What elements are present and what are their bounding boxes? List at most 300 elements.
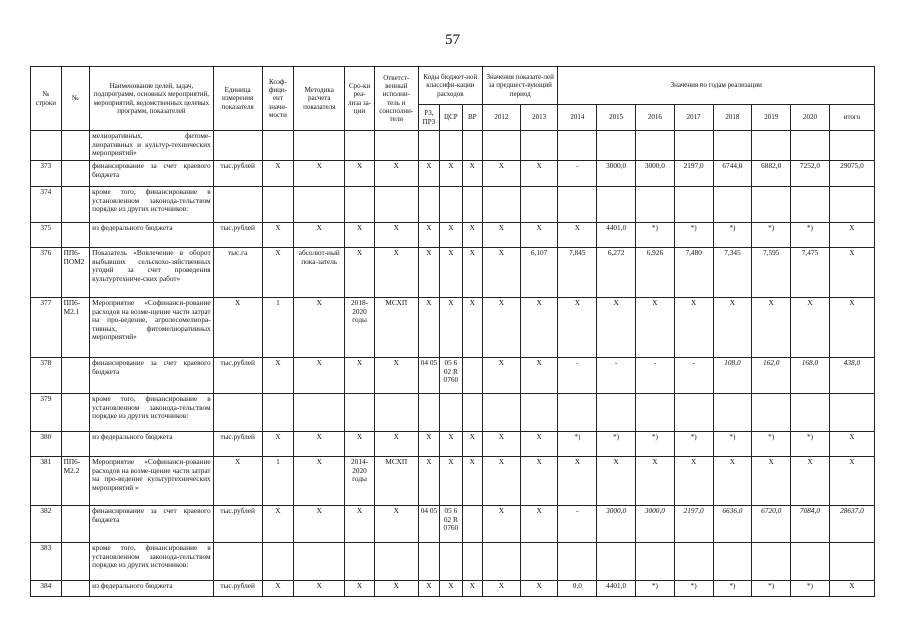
header-row-no: № строки xyxy=(31,67,62,131)
value-2012 xyxy=(482,543,520,581)
value-2016: 3000,0 xyxy=(636,161,675,187)
table-row xyxy=(31,543,875,581)
value-total: X xyxy=(829,581,874,597)
row-executor: X xyxy=(374,506,418,543)
row-number: 373 xyxy=(31,161,62,187)
value-2017: X xyxy=(674,457,713,506)
table-row xyxy=(31,457,875,506)
value-2012: X xyxy=(482,223,520,248)
value-2014 xyxy=(558,131,597,161)
row-vr: X xyxy=(462,161,482,187)
value-2015: 4401,0 xyxy=(597,581,636,597)
page-number: 57 xyxy=(445,32,460,48)
value-2016: 3000,0 xyxy=(636,506,675,543)
value-2017 xyxy=(674,394,713,432)
value-2020: X xyxy=(791,298,830,358)
row-executor: МСХП xyxy=(374,298,418,358)
value-2014: X xyxy=(558,298,597,358)
value-2015: X xyxy=(597,457,636,506)
value-2017 xyxy=(674,543,713,581)
table-row xyxy=(31,161,875,187)
value-2020 xyxy=(791,131,830,161)
row-number: 377 xyxy=(31,298,62,358)
header-2013: 2013 xyxy=(520,105,558,131)
value-2019: X xyxy=(752,298,791,358)
row-name: кроме того, финансирование в установленном законода-тельством порядке из других источников: xyxy=(90,543,213,581)
header-terms: Сро-ки реа-лиза за-ции xyxy=(345,67,375,131)
value-2016: X xyxy=(636,298,675,358)
value-2012: X xyxy=(482,432,520,457)
row-rz-prz: 04 05 xyxy=(418,358,439,394)
row-rz-prz: X xyxy=(418,223,439,248)
row-method: X xyxy=(294,358,345,394)
row-name: финансирование за счет краевого бюджета xyxy=(90,161,213,187)
value-2013: X xyxy=(520,223,558,248)
value-total xyxy=(829,394,874,432)
value-2014: - xyxy=(558,161,597,187)
row-vr: X xyxy=(462,581,482,597)
row-coef xyxy=(262,131,294,161)
value-2019 xyxy=(752,543,791,581)
row-csr: X xyxy=(440,161,462,187)
value-2018: 6744,0 xyxy=(713,161,752,187)
value-2018: 6636,0 xyxy=(713,506,752,543)
row-coef xyxy=(262,394,294,432)
row-executor: X xyxy=(374,432,418,457)
row-number: 382 xyxy=(31,506,62,543)
value-2018: 108,0 xyxy=(713,358,752,394)
header-budget-codes: Коды бюджет-ной классифи-кации расходов xyxy=(418,67,482,105)
header-rz-prz: РЗ, ПРЗ xyxy=(418,105,439,131)
value-2019: 162,0 xyxy=(752,358,791,394)
value-2014 xyxy=(558,394,597,432)
row-vr xyxy=(462,358,482,394)
row-code: ПП6-ПОМ2 xyxy=(61,248,90,298)
row-number: 379 xyxy=(31,394,62,432)
row-terms: X xyxy=(345,432,375,457)
value-2012: X xyxy=(482,581,520,597)
row-coef: X xyxy=(262,581,294,597)
value-2016: - xyxy=(636,358,675,394)
table-row xyxy=(31,394,875,432)
row-csr: X xyxy=(440,581,462,597)
row-csr xyxy=(440,187,462,223)
value-2017: *) xyxy=(674,432,713,457)
header-2014: 2014 xyxy=(558,105,597,131)
row-executor xyxy=(374,131,418,161)
row-rz-prz xyxy=(418,543,439,581)
value-2019: *) xyxy=(752,432,791,457)
row-vr: X xyxy=(462,298,482,358)
value-2019: 7,595 xyxy=(752,248,791,298)
value-2013: X xyxy=(520,506,558,543)
row-executor xyxy=(374,394,418,432)
row-executor: X xyxy=(374,248,418,298)
table-row xyxy=(31,581,875,597)
row-vr xyxy=(462,187,482,223)
value-2017: 2197,0 xyxy=(674,506,713,543)
table-row xyxy=(31,432,875,457)
row-code xyxy=(61,394,90,432)
table-row xyxy=(31,298,875,358)
value-2019: 6720,0 xyxy=(752,506,791,543)
row-terms: X xyxy=(345,248,375,298)
row-code xyxy=(61,187,90,223)
value-2015 xyxy=(597,187,636,223)
value-2013: X xyxy=(520,581,558,597)
value-2015: 3000,0 xyxy=(597,506,636,543)
value-2018 xyxy=(713,394,752,432)
row-name: финансирование за счет краевого бюджета xyxy=(90,506,213,543)
value-2018 xyxy=(713,187,752,223)
row-executor xyxy=(374,543,418,581)
value-2014: 7,845 xyxy=(558,248,597,298)
value-total xyxy=(829,543,874,581)
row-method xyxy=(294,543,345,581)
value-2016: *) xyxy=(636,581,675,597)
value-2020 xyxy=(791,543,830,581)
row-unit: тыс.рублей xyxy=(213,506,262,543)
value-total: X xyxy=(829,298,874,358)
row-csr: X xyxy=(440,223,462,248)
table-row xyxy=(31,187,875,223)
row-csr: 05 6 02 R 0760 xyxy=(440,358,462,394)
row-rz-prz: X xyxy=(418,432,439,457)
row-coef xyxy=(262,543,294,581)
header-coef: Коэф-фици-ент значи-мости xyxy=(262,67,294,131)
value-2016 xyxy=(636,394,675,432)
row-unit xyxy=(213,187,262,223)
value-2016 xyxy=(636,543,675,581)
value-2018 xyxy=(713,131,752,161)
row-code xyxy=(61,161,90,187)
row-number xyxy=(31,131,62,161)
value-2015: X xyxy=(597,298,636,358)
header-method: Методика расчета показателя xyxy=(294,67,345,131)
header-csr: ЦСР xyxy=(440,105,462,131)
value-2013 xyxy=(520,131,558,161)
row-method xyxy=(294,394,345,432)
row-vr: X xyxy=(462,223,482,248)
value-2012 xyxy=(482,187,520,223)
table-row xyxy=(31,506,875,543)
row-vr xyxy=(462,131,482,161)
table-body xyxy=(31,131,875,597)
value-total: X xyxy=(829,248,874,298)
header-2017: 2017 xyxy=(674,105,713,131)
value-2016 xyxy=(636,187,675,223)
row-terms xyxy=(345,543,375,581)
value-2020: *) xyxy=(791,223,830,248)
header-2020: 2020 xyxy=(791,105,830,131)
value-2013: X xyxy=(520,432,558,457)
row-code xyxy=(61,506,90,543)
row-unit xyxy=(213,394,262,432)
row-method: X xyxy=(294,432,345,457)
value-2020: *) xyxy=(791,581,830,597)
row-terms: X xyxy=(345,581,375,597)
header-years-title: Значения по годам реализации xyxy=(558,67,875,105)
row-csr: X xyxy=(440,432,462,457)
row-executor: МСХП xyxy=(374,457,418,506)
row-rz-prz: X xyxy=(418,161,439,187)
value-2015 xyxy=(597,131,636,161)
row-unit: тыс.рублей xyxy=(213,581,262,597)
row-name: из федерального бюджета xyxy=(90,581,213,597)
row-vr: X xyxy=(462,248,482,298)
row-coef: X xyxy=(262,223,294,248)
value-2018: *) xyxy=(713,223,752,248)
row-name: финансирование за счет краевого бюджета xyxy=(90,358,213,394)
row-rz-prz: 04 05 xyxy=(418,506,439,543)
row-rz-prz: X xyxy=(418,581,439,597)
row-unit: тыс.рублей xyxy=(213,161,262,187)
row-executor xyxy=(374,187,418,223)
row-number: 383 xyxy=(31,543,62,581)
value-2014: - xyxy=(558,358,597,394)
value-2014: - xyxy=(558,506,597,543)
value-2018 xyxy=(713,543,752,581)
value-2017: 7,480 xyxy=(674,248,713,298)
row-number: 380 xyxy=(31,432,62,457)
row-number: 378 xyxy=(31,358,62,394)
header-total: итого xyxy=(829,105,874,131)
row-number: 381 xyxy=(31,457,62,506)
row-method xyxy=(294,187,345,223)
value-2015 xyxy=(597,543,636,581)
row-vr xyxy=(462,506,482,543)
row-terms xyxy=(345,394,375,432)
value-2012: X xyxy=(482,248,520,298)
row-coef: X xyxy=(262,432,294,457)
row-rz-prz: X xyxy=(418,248,439,298)
value-2013: 6,107 xyxy=(520,248,558,298)
header-vr: ВР xyxy=(462,105,482,131)
header-code-no: № xyxy=(61,67,90,131)
row-csr: X xyxy=(440,298,462,358)
row-executor: X xyxy=(374,223,418,248)
value-2019: *) xyxy=(752,581,791,597)
row-code: ПП6-М2.1 xyxy=(61,298,90,358)
value-total xyxy=(829,131,874,161)
row-unit xyxy=(213,131,262,161)
row-name: Мероприятие «Софинанси-рование расходов на возме-щение части затрат на про-ведение, агролесомелиора-тивных, фитомелиоративных мероприятий» xyxy=(90,298,213,358)
value-2018: 7,345 xyxy=(713,248,752,298)
value-2018: X xyxy=(713,298,752,358)
row-method: X xyxy=(294,506,345,543)
row-executor: X xyxy=(374,581,418,597)
value-2012: X xyxy=(482,161,520,187)
value-total: 438,0 xyxy=(829,358,874,394)
row-name: Показатель «Вовлечение в оборот выбывших сельскохо-зяйственных угодий за счет проведения культуртехниче-ских работ» xyxy=(90,248,213,298)
row-name: кроме того, финансирование в установленном законода-тельством порядке из других источников: xyxy=(90,187,213,223)
value-2012: X xyxy=(482,457,520,506)
value-2016: *) xyxy=(636,223,675,248)
row-code xyxy=(61,131,90,161)
value-2014: *) xyxy=(558,432,597,457)
value-2015: 6,272 xyxy=(597,248,636,298)
row-rz-prz xyxy=(418,394,439,432)
value-2017: 2197,0 xyxy=(674,161,713,187)
value-2014: X xyxy=(558,457,597,506)
table-row xyxy=(31,248,875,298)
row-vr xyxy=(462,394,482,432)
row-method: абсолют-ный пока-затель xyxy=(294,248,345,298)
value-2014 xyxy=(558,187,597,223)
value-2012 xyxy=(482,131,520,161)
row-number: 375 xyxy=(31,223,62,248)
value-2015 xyxy=(597,394,636,432)
value-2016: *) xyxy=(636,432,675,457)
row-method: X xyxy=(294,298,345,358)
value-2013: X xyxy=(520,298,558,358)
value-2017: - xyxy=(674,358,713,394)
value-2013 xyxy=(520,187,558,223)
value-2019: X xyxy=(752,457,791,506)
row-unit: тыс.рублей xyxy=(213,223,262,248)
value-2015: 4401,0 xyxy=(597,223,636,248)
row-terms xyxy=(345,187,375,223)
header-2015: 2015 xyxy=(597,105,636,131)
value-2019: *) xyxy=(752,223,791,248)
value-2012: X xyxy=(482,298,520,358)
value-2017: *) xyxy=(674,223,713,248)
value-2012 xyxy=(482,394,520,432)
row-name: кроме того, финансирование в установленном законода-тельством порядке из других источников: xyxy=(90,394,213,432)
row-executor: X xyxy=(374,161,418,187)
row-rz-prz xyxy=(418,187,439,223)
row-coef: 1 xyxy=(262,298,294,358)
row-csr xyxy=(440,543,462,581)
value-2013 xyxy=(520,543,558,581)
row-terms: X xyxy=(345,506,375,543)
row-name: Мероприятие «Софинанси-рование расходов на возме-щение части затрат на про-ведение культуртехнических мероприятий » xyxy=(90,457,213,506)
value-2015: *) xyxy=(597,432,636,457)
row-method xyxy=(294,131,345,161)
row-method: X xyxy=(294,223,345,248)
row-csr xyxy=(440,394,462,432)
row-method: X xyxy=(294,457,345,506)
value-2017: X xyxy=(674,298,713,358)
value-total: X xyxy=(829,457,874,506)
row-coef: X xyxy=(262,358,294,394)
row-method: X xyxy=(294,581,345,597)
row-unit: X xyxy=(213,298,262,358)
value-2018: X xyxy=(713,457,752,506)
row-name: мелиоративных, фитоме-лиоративных и культур-технических мероприятий» xyxy=(90,131,213,161)
row-code xyxy=(61,581,90,597)
row-terms: X xyxy=(345,358,375,394)
row-coef: X xyxy=(262,248,294,298)
value-2020 xyxy=(791,394,830,432)
header-executor: Ответст-венный исполни-тель и соисполни-тели xyxy=(374,67,418,131)
value-2020: 7252,0 xyxy=(791,161,830,187)
row-unit: тыс.га xyxy=(213,248,262,298)
row-coef: X xyxy=(262,506,294,543)
row-method: X xyxy=(294,161,345,187)
row-number: 374 xyxy=(31,187,62,223)
value-total: 28637,0 xyxy=(829,506,874,543)
value-2018: *) xyxy=(713,581,752,597)
row-name: из федерального бюджета xyxy=(90,432,213,457)
header-2012: 2012 xyxy=(482,105,520,131)
value-2019: 6882,0 xyxy=(752,161,791,187)
row-csr: X xyxy=(440,457,462,506)
row-terms xyxy=(345,131,375,161)
row-vr: X xyxy=(462,432,482,457)
value-2013: X xyxy=(520,457,558,506)
header-prev-period: Значения показате-лей за предшест-вующий период xyxy=(482,67,558,105)
row-coef: X xyxy=(262,161,294,187)
value-2020: 168,0 xyxy=(791,358,830,394)
row-name: из федерального бюджета xyxy=(90,223,213,248)
table-row xyxy=(31,131,875,161)
value-2016: 6,926 xyxy=(636,248,675,298)
value-2020: *) xyxy=(791,432,830,457)
value-2019 xyxy=(752,394,791,432)
value-2019 xyxy=(752,131,791,161)
row-coef xyxy=(262,187,294,223)
row-csr xyxy=(440,131,462,161)
row-vr xyxy=(462,543,482,581)
table-row xyxy=(31,358,875,394)
value-2019 xyxy=(752,187,791,223)
value-2017 xyxy=(674,187,713,223)
row-unit: тыс.рублей xyxy=(213,358,262,394)
row-code xyxy=(61,358,90,394)
value-2016: X xyxy=(636,457,675,506)
row-csr: 05 6 02 R 0760 xyxy=(440,506,462,543)
value-2013: X xyxy=(520,161,558,187)
row-number: 384 xyxy=(31,581,62,597)
value-total: X xyxy=(829,432,874,457)
row-rz-prz xyxy=(418,131,439,161)
value-2013 xyxy=(520,394,558,432)
value-2015: 3000,0 xyxy=(597,161,636,187)
value-2020: X xyxy=(791,457,830,506)
row-terms: 2018-2020 годы xyxy=(345,298,375,358)
row-code: ПП6-М2.2 xyxy=(61,457,90,506)
row-csr: X xyxy=(440,248,462,298)
row-terms: X xyxy=(345,161,375,187)
value-2016 xyxy=(636,131,675,161)
value-2018: *) xyxy=(713,432,752,457)
row-code xyxy=(61,543,90,581)
row-terms: 2014-2020 годы xyxy=(345,457,375,506)
header-2019: 2019 xyxy=(752,105,791,131)
table-row xyxy=(31,223,875,248)
row-executor: X xyxy=(374,358,418,394)
row-terms: X xyxy=(345,223,375,248)
row-unit: X xyxy=(213,457,262,506)
row-rz-prz: X xyxy=(418,457,439,506)
value-total xyxy=(829,187,874,223)
value-2020: 7,475 xyxy=(791,248,830,298)
value-2017: *) xyxy=(674,581,713,597)
value-2014: X xyxy=(558,223,597,248)
value-total: 29075,0 xyxy=(829,161,874,187)
value-2014: 0,0 xyxy=(558,581,597,597)
value-2017 xyxy=(674,131,713,161)
row-rz-prz: X xyxy=(418,298,439,358)
row-number: 376 xyxy=(31,248,62,298)
header-2018: 2018 xyxy=(713,105,752,131)
row-unit: тыс.рублей xyxy=(213,432,262,457)
value-2012: X xyxy=(482,506,520,543)
program-table xyxy=(30,66,875,597)
value-2013: X xyxy=(520,358,558,394)
value-2015: - xyxy=(597,358,636,394)
